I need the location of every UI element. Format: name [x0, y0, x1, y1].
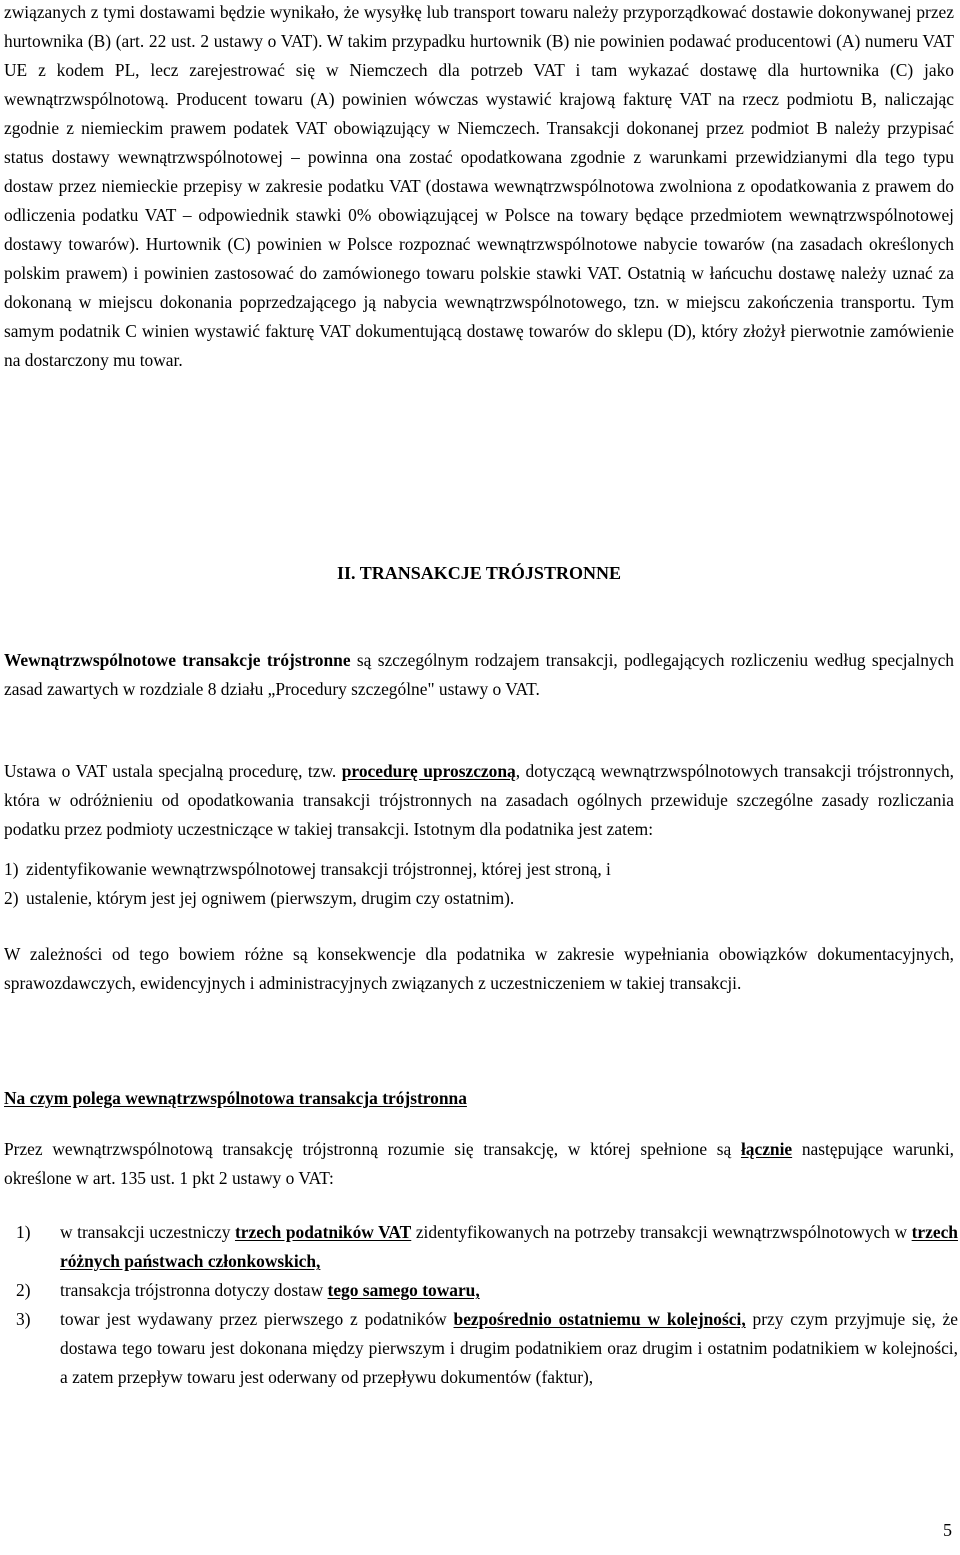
list-text	[60, 1305, 958, 1392]
list-text-part: zidentyfikowanych na potrzeby transakcji wewnątrzwspólnotowych w	[411, 1222, 912, 1242]
list-number: 1)	[16, 1222, 31, 1242]
underlined-term: trzech podatników VAT	[234, 1222, 412, 1242]
conditions-list	[16, 1218, 958, 1392]
subheading: Na czym polega wewnątrzwspólnotowa transakcja trójstronna	[4, 1088, 467, 1108]
paragraph-text: Ustawa o VAT ustala specjalną procedurę, tzw.	[4, 761, 342, 781]
underlined-term: łącznie	[740, 1139, 793, 1159]
list-text-part: przy czym przyjmuje się, że dostawa tego towaru jest dokonana między pierwszym i drugim podatnikiem oraz drugim i ostatnim podatnikiem w kolejności, a zatem przepływ towaru jest oderwany od przepływu dokumentów (faktur),	[60, 1309, 958, 1387]
list-text-part: w transakcji uczestniczy	[60, 1222, 235, 1242]
paragraph-text: następujące warunki, określone w art. 135 ust. 1 pkt 2 ustawy o VAT:	[4, 1139, 954, 1188]
list-item	[4, 884, 954, 913]
paragraph-text: Przez wewnątrzwspólnotową transakcję trójstronną rozumie się transakcję, w której spełnione są	[4, 1139, 741, 1159]
paragraph-text: są szczególnym rodzajem transakcji, podlegających rozliczeniu według specjalnych zasad zawartych w rozdziale 8 działu „Procedury szczególne" ustawy o VAT.	[4, 650, 954, 699]
paragraph-continuation: związanych z tymi dostawami będzie wynikało, że wysyłkę lub transport towaru należy przyporządkować dostawie dokonywanej przez hurtownika (B) (art. 22 ust. 2 ustawy o VAT). W takim przypadku hurtownik (B) nie powinien podawać producentowi (A) numeru VAT UE z kodem PL, lecz zarejestrować się w Niemczech dla potrzeb VAT i tam wykazać dostawę dla hurtownika (C) jako wewnątrzwspólnotową. Producent towaru (A) powinien wówczas wystawić krajową fakturę VAT na rzecz podmiotu B, naliczając zgodnie z niemieckim prawem podatek VAT obowiązujący w Niemczech. Transakcji dokonanej przez podmiot B należy przypisać status dostawy wewnątrzwspólnotowej – powinna ona zostać opodatkowana zgodnie z warunkami przewidzianymi dla tego typu dostaw przez niemieckie przepisy w zakresie podatku VAT (dostawa wewnątrzwspólnotowa zwolniona z opodatkowania z prawem do odliczenia podatku VAT – odpowiednik stawki 0% obowiązującej w Polsce na towary będące przedmiotem wewnątrzwspólnotowej dostawy towarów). Hurtownik (C) powinien w Polsce rozpoznać wewnątrzwspólnotowe nabycie towarów (na zasadach określonych polskim prawem) i powinien zastosować do zamówionego towaru polskie stawki VAT. Ostatnią w łańcuchu dostawę należy uznać za dokonaną w miejscu dokonania poprzedzającego ją nabycia wewnątrzwspólnotowego, tzn. w miejscu zakończenia transportu. Tym samym podatnik C winien wystawić fakturę VAT dokumentującą dostawę towarów do sklepu (D), który złożył pierwotnie zamówienie na dostarczony mu towar.	[4, 2, 954, 370]
list-item	[16, 1305, 958, 1392]
bold-term: Wewnątrzwspólnotowe transakcje trójstronne	[4, 650, 351, 670]
paragraph-consequences: W zależności od tego bowiem różne są konsekwencje dla podatnika w zakresie wypełniania obowiązków dokumentacyjnych, sprawozdawczych, ewidencyjnych i administracyjnych związanych z uczestniczeniem w takiej transakcji.	[4, 944, 954, 993]
list-number: 1)	[4, 859, 19, 879]
list-item	[4, 855, 954, 884]
list-text: ustalenie, którym jest jej ogniwem (pierwszym, drugim czy ostatnim).	[26, 888, 515, 908]
paragraph-conditions	[4, 1135, 954, 1193]
list-item	[16, 1218, 958, 1276]
paragraph-text: , dotyczącą wewnątrzwspólnotowych transakcji trójstronnych, która w odróżnieniu od opodatkowania transakcji trójstronnych na zasadach ogólnych przewiduje szczególne zasady rozliczania podatku przez podmioty uczestniczące w takiej transakcji. Istotnym dla podatnika jest zatem:	[4, 761, 954, 839]
underlined-term: procedurę uproszczoną	[341, 761, 516, 781]
paragraph-procedure	[4, 757, 954, 844]
page-number: 5	[943, 1520, 952, 1540]
list-text	[60, 1276, 958, 1305]
list-number: 2)	[4, 888, 19, 908]
list-text: zidentyfikowanie wewnątrzwspólnotowej transakcji trójstronnej, której jest stroną, i	[26, 859, 611, 879]
paragraph-definition	[4, 646, 954, 704]
list-text-part: towar jest wydawany przez pierwszego z podatników	[60, 1309, 454, 1329]
underlined-term: tego samego towaru,	[327, 1280, 480, 1300]
list-item	[16, 1276, 958, 1305]
underlined-term: bezpośrednio ostatniemu w kolejności,	[453, 1309, 746, 1329]
numbered-list	[4, 855, 954, 913]
list-text-part: transakcja trójstronna dotyczy dostaw	[60, 1280, 328, 1300]
list-number: 2)	[16, 1280, 31, 1300]
section-heading: II. TRANSAKCJE TRÓJSTRONNE	[337, 563, 621, 583]
list-text	[60, 1218, 958, 1276]
underlined-term: trzech różnych państwach członkowskich,	[60, 1222, 958, 1271]
list-number: 3)	[16, 1309, 31, 1329]
